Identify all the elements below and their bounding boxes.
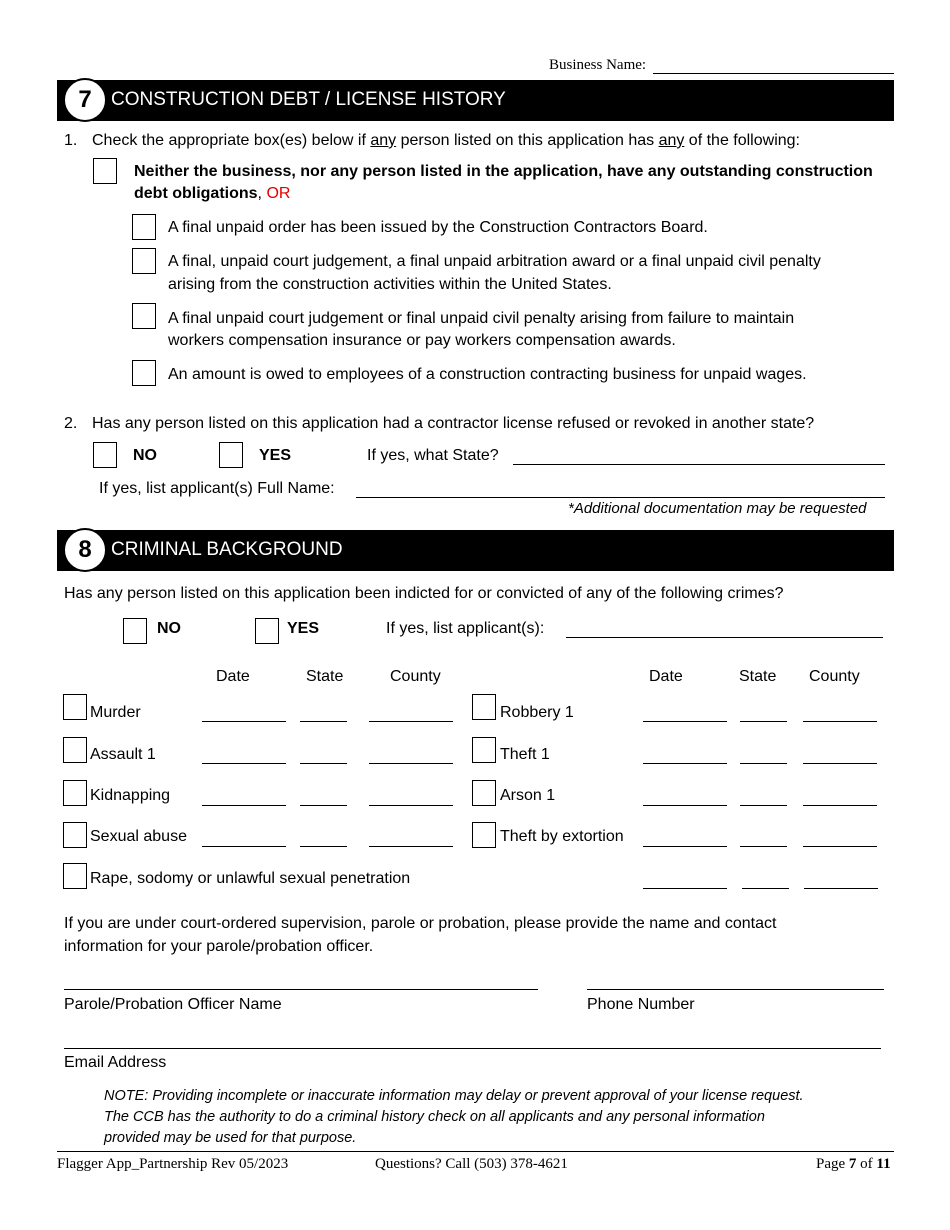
- neither-text-line1: Neither the business, nor any person listed in the application, have any outstanding construction: [134, 163, 873, 180]
- extortion-county-field[interactable]: [803, 846, 877, 847]
- section-7-title: CONSTRUCTION DEBT / LICENSE HISTORY: [111, 89, 506, 110]
- q2-text: Has any person listed on this application had a contractor license refused or revoked in another state?: [92, 415, 815, 432]
- robbery-state-field[interactable]: [740, 721, 787, 722]
- q2-number: 2.: [64, 415, 78, 432]
- col-state-left: State: [306, 668, 344, 685]
- section-8-number: 8: [63, 528, 107, 572]
- neither-text-line2: debt obligations, OR: [134, 185, 291, 202]
- unpaid-order-label: A final unpaid order has been issued by the Construction Contractors Board.: [168, 219, 708, 236]
- section-7-number: 7: [63, 78, 107, 122]
- note-line-1: NOTE: Providing incomplete or inaccurate information may delay or prevent approval of your license request.: [104, 1088, 804, 1104]
- arson-county-field[interactable]: [803, 805, 877, 806]
- crime-rape-label: Rape, sodomy or unlawful sexual penetration: [90, 870, 411, 887]
- murder-date-field[interactable]: [202, 721, 286, 722]
- crime-arson-checkbox[interactable]: [472, 780, 496, 806]
- officer-name-label: Parole/Probation Officer Name: [64, 996, 282, 1013]
- crime-theft-checkbox[interactable]: [472, 737, 496, 763]
- col-county-right: County: [809, 668, 860, 685]
- extortion-state-field[interactable]: [740, 846, 787, 847]
- business-name-field[interactable]: [653, 73, 894, 74]
- crime-extortion-label: Theft by extortion: [500, 828, 624, 845]
- footer-phone: Questions? Call (503) 378-4621: [375, 1156, 568, 1172]
- crime-arson-label: Arson 1: [500, 787, 556, 804]
- q2-state-label: If yes, what State?: [367, 447, 499, 464]
- robbery-county-field[interactable]: [803, 721, 877, 722]
- crime-assault-checkbox[interactable]: [63, 737, 87, 763]
- footer-form-id: Flagger App_Partnership Rev 05/2023: [57, 1156, 289, 1172]
- crime-kidnapping-checkbox[interactable]: [63, 780, 87, 806]
- q1-number: 1.: [64, 132, 78, 149]
- col-date-right: Date: [649, 668, 683, 685]
- crime-sexual-abuse-label: Sexual abuse: [90, 828, 187, 845]
- assault-date-field[interactable]: [202, 763, 286, 764]
- crime-assault-label: Assault 1: [90, 746, 156, 763]
- murder-county-field[interactable]: [369, 721, 453, 722]
- crime-robbery-label: Robbery 1: [500, 704, 574, 721]
- email-label: Email Address: [64, 1054, 167, 1071]
- phone-number-label: Phone Number: [587, 996, 695, 1013]
- col-county-left: County: [390, 668, 441, 685]
- workers-comp-checkbox[interactable]: [132, 303, 156, 329]
- kidnapping-county-field[interactable]: [369, 805, 453, 806]
- criminal-no-label: NO: [157, 620, 181, 637]
- unpaid-wages-checkbox[interactable]: [132, 360, 156, 386]
- crime-murder-checkbox[interactable]: [63, 694, 87, 720]
- rape-state-field[interactable]: [742, 888, 789, 889]
- robbery-date-field[interactable]: [643, 721, 727, 722]
- crime-robbery-checkbox[interactable]: [472, 694, 496, 720]
- q2-yes-label: YES: [259, 447, 292, 464]
- kidnapping-date-field[interactable]: [202, 805, 286, 806]
- theft-date-field[interactable]: [643, 763, 727, 764]
- rape-date-field[interactable]: [643, 888, 727, 889]
- q2-state-field[interactable]: [513, 464, 885, 465]
- supervision-text-2: information for your parole/probation officer.: [64, 938, 374, 955]
- footer-page-number: Page 7 of 11: [816, 1156, 891, 1172]
- sexual-abuse-date-field[interactable]: [202, 846, 286, 847]
- q2-no-label: NO: [133, 447, 157, 464]
- arson-state-field[interactable]: [740, 805, 787, 806]
- footer-divider: [57, 1151, 894, 1152]
- kidnapping-state-field[interactable]: [300, 805, 347, 806]
- criminal-no-checkbox[interactable]: [123, 618, 147, 644]
- crime-theft-label: Theft 1: [500, 746, 550, 763]
- supervision-text-1: If you are under court-ordered supervision, parole or probation, please provide the name and contact: [64, 915, 777, 932]
- email-field[interactable]: [64, 1048, 881, 1049]
- theft-state-field[interactable]: [740, 763, 787, 764]
- murder-state-field[interactable]: [300, 721, 347, 722]
- section-8-title: CRIMINAL BACKGROUND: [111, 539, 343, 560]
- rape-county-field[interactable]: [804, 888, 878, 889]
- col-state-right: State: [739, 668, 777, 685]
- sexual-abuse-county-field[interactable]: [369, 846, 453, 847]
- unpaid-wages-label: An amount is owed to employees of a construction contracting business for unpaid wages.: [168, 366, 807, 383]
- col-date-left: Date: [216, 668, 250, 685]
- crime-rape-checkbox[interactable]: [63, 863, 87, 889]
- crime-extortion-checkbox[interactable]: [472, 822, 496, 848]
- additional-docs-note: *Additional documentation may be requested: [568, 500, 867, 517]
- business-name-label: Business Name:: [549, 57, 647, 73]
- q2-name-label: If yes, list applicant(s) Full Name:: [99, 480, 335, 497]
- officer-name-field[interactable]: [64, 989, 538, 990]
- q2-name-field[interactable]: [356, 497, 885, 498]
- q2-no-checkbox[interactable]: [93, 442, 117, 468]
- criminal-list-field[interactable]: [566, 637, 883, 638]
- unpaid-order-checkbox[interactable]: [132, 214, 156, 240]
- workers-comp-label-1: A final unpaid court judgement or final unpaid civil penalty arising from failure to maintain: [168, 310, 795, 327]
- phone-number-field[interactable]: [587, 989, 884, 990]
- assault-county-field[interactable]: [369, 763, 453, 764]
- neither-checkbox[interactable]: [93, 158, 117, 184]
- crime-kidnapping-label: Kidnapping: [90, 787, 171, 804]
- criminal-question: Has any person listed on this application been indicted for or convicted of any of the following crimes?: [64, 585, 784, 602]
- criminal-yes-label: YES: [287, 620, 320, 637]
- court-judgement-label-1: A final, unpaid court judgement, a final unpaid arbitration award or a final unpaid civil penalty: [168, 253, 821, 270]
- criminal-list-label: If yes, list applicant(s):: [386, 620, 545, 637]
- theft-county-field[interactable]: [803, 763, 877, 764]
- note-line-2: The CCB has the authority to do a criminal history check on all applicants and any personal information: [104, 1109, 765, 1125]
- crime-murder-label: Murder: [90, 704, 141, 721]
- court-judgement-label-2: arising from the construction activities within the United States.: [168, 276, 612, 293]
- sexual-abuse-state-field[interactable]: [300, 846, 347, 847]
- note-line-3: provided may be used for that purpose.: [104, 1130, 357, 1146]
- q2-yes-checkbox[interactable]: [219, 442, 243, 468]
- extortion-date-field[interactable]: [643, 846, 727, 847]
- court-judgement-checkbox[interactable]: [132, 248, 156, 274]
- q1-text: Check the appropriate box(es) below if any person listed on this application has any of the following:: [92, 132, 800, 149]
- crime-sexual-abuse-checkbox[interactable]: [63, 822, 87, 848]
- workers-comp-label-2: workers compensation insurance or pay workers compensation awards.: [168, 332, 676, 349]
- criminal-yes-checkbox[interactable]: [255, 618, 279, 644]
- arson-date-field[interactable]: [643, 805, 727, 806]
- assault-state-field[interactable]: [300, 763, 347, 764]
